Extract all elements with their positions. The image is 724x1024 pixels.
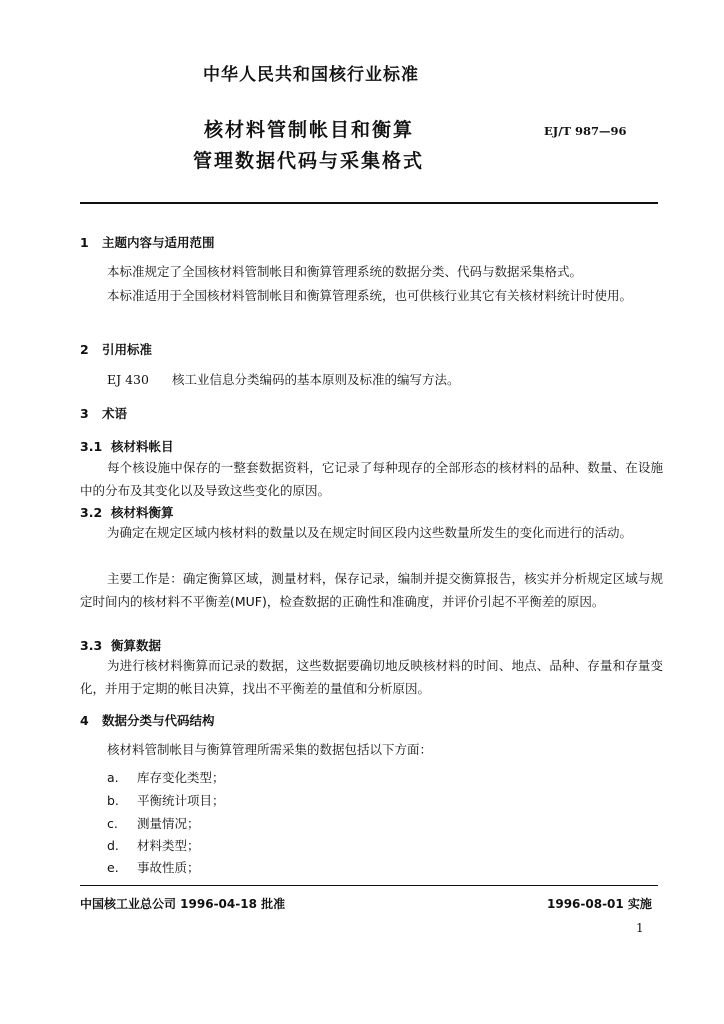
document-title-line-2: 管理数据代码与采集格式 xyxy=(193,150,425,172)
document-title-line-1: 核材料管制帐目和衡算 xyxy=(204,119,415,141)
subsection-3-2-title: 核材料衡算 xyxy=(111,505,174,520)
approval-line: 中国核工业总公司 1996-04-18 批准 xyxy=(80,897,286,911)
section-1-number: 1 xyxy=(80,235,89,250)
list-item-marker: e. xyxy=(107,860,119,875)
section-1-paragraph-2: 本标准适用于全国核材料管制帐目和衡算管理系统，也可供核行业其它有关核材料统计时使用。 xyxy=(107,288,633,303)
page-number: 1 xyxy=(636,921,644,935)
subsection-3-2-number: 3.2 xyxy=(80,505,103,520)
list-item-text: 测量情况； xyxy=(137,816,200,831)
subsection-3-2-text-1: 为确定在规定区域内核材料的数量以及在规定时间区段内这些数量所发生的变化而进行的活动。 xyxy=(107,525,633,540)
list-item-text: 材料类型； xyxy=(137,838,200,853)
subsection-3-1-heading xyxy=(80,437,174,455)
list-item-text: 库存变化类型； xyxy=(137,770,225,785)
subsection-3-3-title: 衡算数据 xyxy=(111,638,162,653)
list-item xyxy=(107,814,200,832)
section-4-title: 数据分类与代码结构 xyxy=(102,713,215,728)
section-4-number: 4 xyxy=(80,713,89,728)
section-2-number: 2 xyxy=(80,342,89,357)
section-1-paragraph-1: 本标准规定了全国核材料管制帐目和衡算管理系统的数据分类、代码与数据采集格式。 xyxy=(107,264,583,279)
section-3-heading xyxy=(80,404,127,422)
list-item-marker: a. xyxy=(107,770,119,785)
section-4-heading xyxy=(80,711,215,729)
standard-code: EJ/T 987—96 xyxy=(544,124,627,138)
subsection-3-3-number: 3.3 xyxy=(80,638,103,653)
standard-category-heading: 中华人民共和国核行业标准 xyxy=(203,65,419,85)
subsection-3-3-heading xyxy=(80,636,161,654)
list-item-text: 事故性质； xyxy=(137,860,200,875)
reference-text: 核工业信息分类编码的基本原则及标准的编写方法。 xyxy=(172,372,460,387)
subsection-3-1-number: 3.1 xyxy=(80,439,103,454)
section-1-title: 主题内容与适用范围 xyxy=(102,235,215,250)
section-2-heading xyxy=(80,340,152,358)
subsection-3-3-text: 为进行核材料衡算而记录的数据，这些数据要确切地反映核材料的时间、地点、品种、存量和存量变化，并用于定期的帐目决算，找出不平衡差的量值和分析原因。 xyxy=(80,658,663,696)
header-divider xyxy=(80,202,658,204)
list-item-marker: b. xyxy=(107,793,119,808)
section-2-title: 引用标准 xyxy=(102,342,153,357)
subsection-3-2-text-2: 主要工作是：确定衡算区域，测量材料，保存记录，编制并提交衡算报告，核实并分析规定区域与规定时间内的核材料不平衡差(MUF)，检查数据的正确性和准确度，并评价引起不平衡差的原因。 xyxy=(80,571,663,609)
list-item-marker: d. xyxy=(107,838,119,853)
section-4-intro: 核材料管制帐目与衡算管理所需采集的数据包括以下方面： xyxy=(107,742,433,757)
list-item-text: 平衡统计项目； xyxy=(137,793,225,808)
subsection-3-1-text: 每个核设施中保存的一整套数据资料，它记录了每种现存的全部形态的核材料的品种、数量、在设施中的分布及其变化以及导致这些变化的原因。 xyxy=(80,460,663,498)
list-item xyxy=(107,768,225,786)
list-item xyxy=(107,836,200,854)
section-1-heading xyxy=(80,233,215,251)
subsection-3-2-heading xyxy=(80,503,174,521)
reference-code: EJ 430 xyxy=(107,372,149,387)
effective-date: 1996-08-01 实施 xyxy=(547,897,652,911)
footer-divider xyxy=(80,885,658,886)
section-3-title: 术语 xyxy=(102,406,128,421)
subsection-3-1-title: 核材料帐目 xyxy=(111,439,174,454)
list-item xyxy=(107,858,200,876)
reference-entry xyxy=(107,368,460,392)
list-item-marker: c. xyxy=(107,816,118,831)
list-item xyxy=(107,791,225,809)
section-3-number: 3 xyxy=(80,406,89,421)
